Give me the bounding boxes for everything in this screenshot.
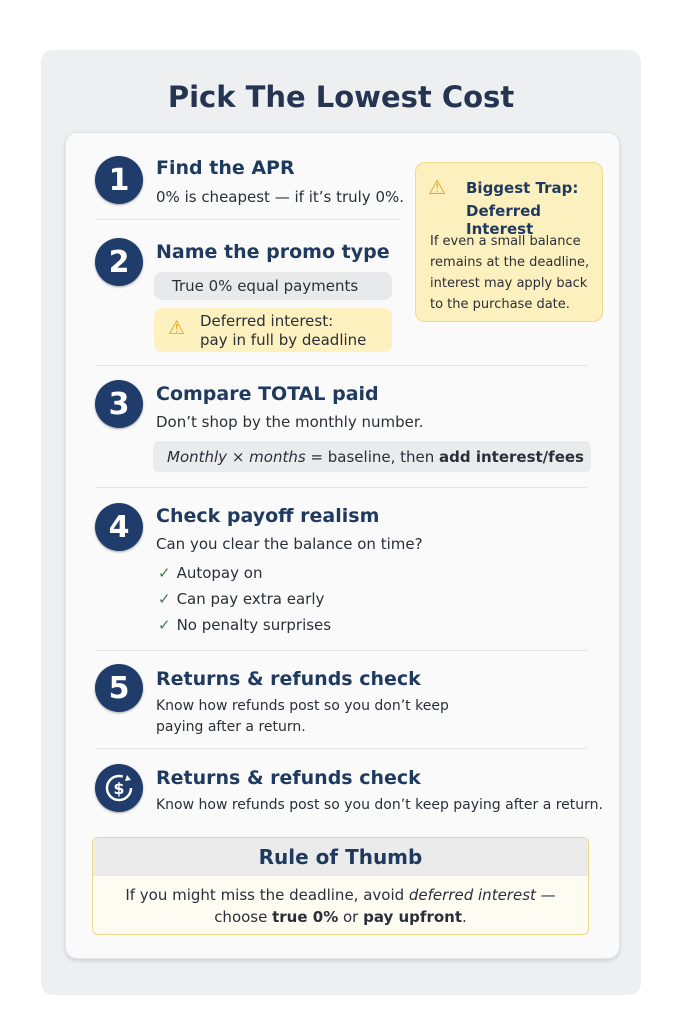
divider xyxy=(95,487,587,488)
step-1-number: 1 xyxy=(95,156,143,204)
step-3-text: Don’t shop by the monthly number. xyxy=(156,413,424,431)
rule-of-thumb-box xyxy=(92,837,589,935)
biggest-trap-callout xyxy=(415,162,603,322)
step-1-heading: Find the APR xyxy=(156,157,295,179)
total-cost-formula: Monthly × months = baseline, then add interest/fees xyxy=(153,441,591,472)
step-2-heading: Name the promo type xyxy=(156,241,390,263)
warning-icon: ⚠ xyxy=(168,317,186,339)
divider xyxy=(95,219,400,220)
step-5-number: 5 xyxy=(95,664,143,712)
step-3-number: 3 xyxy=(95,380,143,428)
page-title: Pick The Lowest Cost xyxy=(167,80,515,114)
trap-description: If even a small balance remains at the deadline, interest may apply back to the purchase date. xyxy=(430,234,590,312)
divider xyxy=(95,748,587,749)
step-1-text: 0% is cheapest — if it’s truly 0%. xyxy=(156,188,405,206)
step-6-heading: Returns & refunds check xyxy=(156,767,421,789)
step-4-text: Can you clear the balance on time? xyxy=(156,535,423,553)
promo-option-deferred xyxy=(154,308,392,352)
rule-title: Rule of Thumb xyxy=(93,838,588,876)
checkmark-icon: ✓ xyxy=(158,564,171,582)
deferred-line2: pay in full by deadline xyxy=(200,331,367,349)
refund-dollar-icon xyxy=(95,764,143,812)
promo-option-true-zero: True 0% equal payments xyxy=(154,272,392,300)
checkmark-icon: ✓ xyxy=(158,616,171,634)
step-4-number: 4 xyxy=(95,503,143,551)
divider xyxy=(95,365,587,366)
rule-text: If you might miss the deadline, avoid deferred interest — choose true 0% or pay upfront. xyxy=(125,886,556,926)
checkmark-icon: ✓ xyxy=(158,590,171,608)
divider xyxy=(95,650,587,651)
checklist-item: ✓ Autopay on xyxy=(158,564,263,582)
deferred-line1: Deferred interest: xyxy=(200,312,334,330)
step-2-number: 2 xyxy=(95,238,143,286)
step-6-text: Know how refunds post so you don’t keep paying after a return. xyxy=(156,797,603,813)
step-4-heading: Check payoff realism xyxy=(156,505,380,527)
checklist-item: ✓ No penalty surprises xyxy=(158,616,332,634)
warning-icon: ⚠ xyxy=(428,175,446,199)
trap-title-line1: Biggest Trap: xyxy=(466,179,579,197)
step-5-heading: Returns & refunds check xyxy=(156,668,421,690)
step-3-heading: Compare TOTAL paid xyxy=(156,383,379,405)
step-5-text-line1: Know how refunds post so you don’t keep xyxy=(156,698,449,714)
step-5-text-line2: paying after a return. xyxy=(156,719,306,735)
svg-text:$: $ xyxy=(113,779,125,798)
checklist-item: ✓ Can pay extra early xyxy=(158,590,325,608)
trap-title-line2: Deferred Interest xyxy=(466,202,542,238)
